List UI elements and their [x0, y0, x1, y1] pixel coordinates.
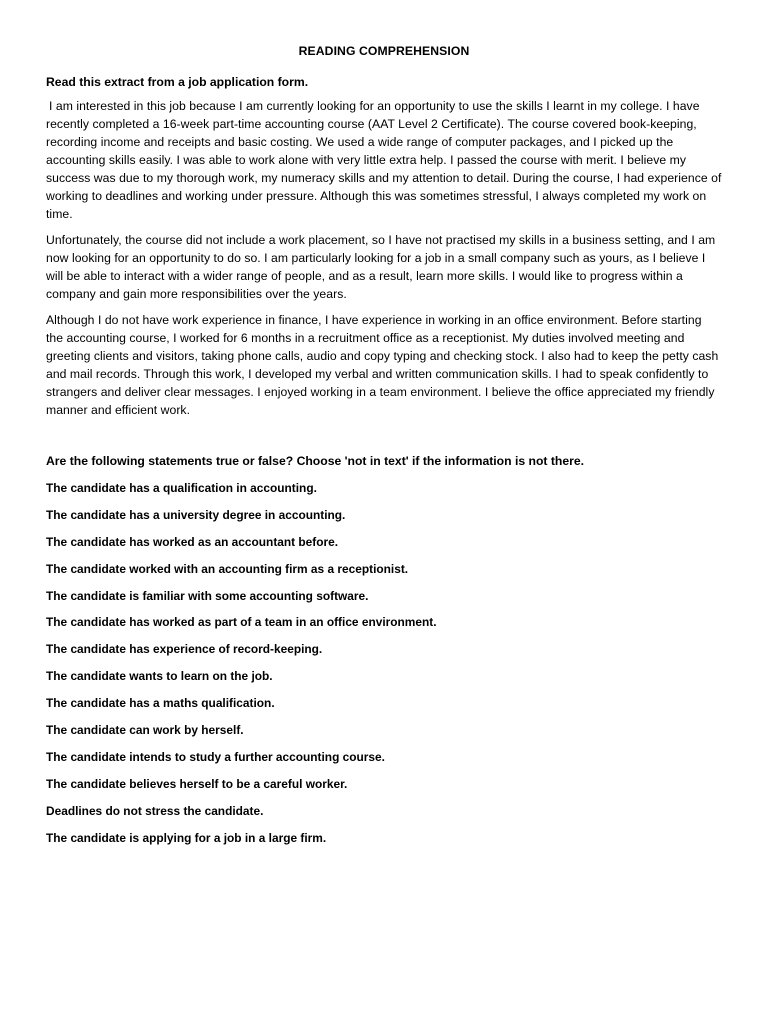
statement-item: The candidate has experience of record-keeping.	[46, 642, 323, 657]
question-section	[46, 452, 722, 847]
statement-item: The candidate intends to study a further accounting course.	[46, 749, 385, 764]
statement-item: The candidate has a university degree in accounting.	[46, 507, 346, 522]
statement-item: The candidate has worked as part of a team in an office environment.	[46, 615, 437, 630]
statement-item: The candidate worked with an accounting firm as a receptionist.	[46, 561, 409, 576]
question-instruction: Are the following statements true or false? Choose 'not in text' if the information is not there.	[46, 454, 585, 468]
statement-item: The candidate is familiar with some accounting software.	[46, 588, 369, 603]
extract-paragraph: I am interested in this job because I am currently looking for an opportunity to use the skills I learnt in my college. I have recently completed a 16-week part-time accounting course (AAT Level 2 Certificate). The course covered book-keeping, recording income and receipts and basic costing. We used a wide range of computer packages, and I picked up the accounting skills easily. I was able to work alone with very little extra help. I passed the course with merit. I believe my success was due to my thorough work, my numeracy skills and my attention to detail. During the course, I had experience of working to deadlines and working under pressure. Although this was sometimes stressful, I always completed my work on time.	[46, 99, 722, 221]
statement-list	[46, 479, 722, 847]
extract	[46, 97, 722, 419]
statement-item: The candidate can work by herself.	[46, 723, 244, 738]
extract-paragraph: Although I do not have work experience in finance, I have experience in working in an office environment. Before starting the accounting course, I worked for 6 months in a recruitment office as a receptionist. My duties involved meeting and greeting clients and visitors, taking phone calls, audio and copy typing and checking stock. I also had to keep the petty cash and mail records. Through this work, I developed my verbal and written communication skills. I had to speak confidently to strangers and deliver clear messages. I enjoyed working in a team environment. I believe the office appreciated my friendly manner and efficient work.	[46, 313, 719, 417]
statement-item: The candidate has a maths qualification.	[46, 696, 275, 711]
intro-instruction: Read this extract from a job application form.	[46, 75, 309, 89]
page-title: READING COMPREHENSION	[298, 44, 470, 58]
statement-item: The candidate is applying for a job in a large firm.	[46, 830, 327, 845]
statement-item: The candidate has worked as an accountant before.	[46, 534, 339, 549]
extract-paragraph: Unfortunately, the course did not include a work placement, so I have not practised my skills in a business setting, and I am now looking for an opportunity to do so. I am particularly looking for a job in a small company such as yours, as I believe I will be able to interact with a wider range of people, and as a result, learn more skills. I would like to progress within a company and gain more responsibilities over the years.	[46, 233, 716, 301]
statement-item: Deadlines do not stress the candidate.	[46, 803, 264, 818]
statement-item: The candidate wants to learn on the job.	[46, 669, 273, 684]
statement-item: The candidate has a qualification in accounting.	[46, 481, 317, 495]
statement-item: The candidate believes herself to be a careful worker.	[46, 776, 348, 791]
